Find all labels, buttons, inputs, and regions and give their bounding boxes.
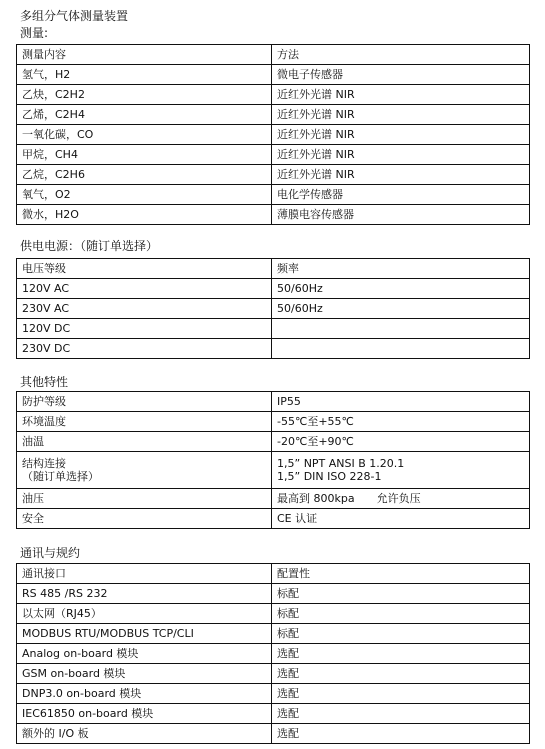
power-row (17, 299, 530, 319)
cell-line: 结构连接 (22, 457, 66, 470)
property-row (17, 452, 530, 489)
property-label-cell (17, 412, 272, 432)
row-label-cell: GSM on-board 模块 (17, 664, 272, 684)
property-row (17, 392, 530, 412)
property-value-cell (272, 509, 530, 529)
row-value-cell: 50/60Hz (272, 279, 530, 299)
comms-row (17, 684, 530, 704)
property-value-cell (272, 452, 530, 489)
cell-line: 最高到 800kpa 允许负压 (277, 492, 421, 505)
row-value-cell: 选配 (272, 704, 530, 724)
row-label-cell: 230V DC (17, 339, 272, 359)
comms-header-row (17, 564, 530, 584)
row-label-cell: 甲烷，CH4 (17, 145, 272, 165)
property-row (17, 509, 530, 529)
comms-table (16, 563, 530, 744)
column-header: 通讯接口 (17, 564, 272, 584)
row-label-cell: 额外的 I/O 板 (17, 724, 272, 744)
row-label-cell: MODBUS RTU/MODBUS TCP/CLI (17, 624, 272, 644)
row-value-cell: 近红外光谱 NIR (272, 85, 530, 105)
power-row (17, 319, 530, 339)
row-label-cell: IEC61850 on-board 模块 (17, 704, 272, 724)
measurement-section-title: 测量: (20, 26, 49, 40)
comms-row (17, 704, 530, 724)
property-value-cell (272, 412, 530, 432)
property-label-cell (17, 509, 272, 529)
measurement-row (17, 65, 530, 85)
row-value-cell: 选配 (272, 664, 530, 684)
measurement-row (17, 165, 530, 185)
properties-section-title: 其他特性 (20, 375, 69, 389)
measurement-row (17, 85, 530, 105)
row-value-cell: 电化学传感器 (272, 185, 530, 205)
row-value-cell: 标配 (272, 624, 530, 644)
row-value-cell: 选配 (272, 724, 530, 744)
power-table (16, 258, 530, 359)
power-row (17, 339, 530, 359)
row-value-cell: 近红外光谱 NIR (272, 125, 530, 145)
cell-line: 环境温度 (22, 415, 66, 428)
row-label-cell: 乙炔，C2H2 (17, 85, 272, 105)
measurement-row (17, 205, 530, 225)
cell-line: CE 认证 (277, 512, 318, 525)
column-header: 配置性 (272, 564, 530, 584)
property-label-cell (17, 392, 272, 412)
properties-table (16, 391, 530, 529)
column-header: 电压等级 (17, 259, 272, 279)
comms-row (17, 644, 530, 664)
document-title: 多组分气体测量装置 (20, 9, 129, 23)
row-label-cell: 120V AC (17, 279, 272, 299)
property-label-cell (17, 432, 272, 452)
measurement-row (17, 145, 530, 165)
power-section-title: 供电电源：（随订单选择） (20, 239, 159, 253)
comms-row (17, 724, 530, 744)
property-row (17, 489, 530, 509)
power-header-row (17, 259, 530, 279)
column-header: 方法 (272, 45, 530, 65)
row-label-cell: 120V DC (17, 319, 272, 339)
comms-section-title: 通讯与规约 (20, 546, 81, 560)
measurement-row (17, 125, 530, 145)
property-value-cell (272, 432, 530, 452)
property-label-cell (17, 452, 272, 489)
column-header: 测量内容 (17, 45, 272, 65)
cell-line: -55℃至+55℃ (277, 415, 354, 428)
row-value-cell: 选配 (272, 644, 530, 664)
cell-line: 1,5” DIN ISO 228-1 (277, 470, 382, 483)
cell-line: （随订单选择） (22, 470, 99, 483)
row-value-cell: 近红外光谱 NIR (272, 105, 530, 125)
row-label-cell: RS 485 /RS 232 (17, 584, 272, 604)
comms-row (17, 604, 530, 624)
column-header: 频率 (272, 259, 530, 279)
property-value-cell (272, 392, 530, 412)
row-value-cell (272, 339, 530, 359)
cell-line: 油温 (22, 435, 44, 448)
measurement-table (16, 44, 530, 225)
comms-row (17, 584, 530, 604)
measurement-row (17, 185, 530, 205)
property-row (17, 432, 530, 452)
row-label-cell: 以太网（RJ45） (17, 604, 272, 624)
row-value-cell: 选配 (272, 684, 530, 704)
power-row (17, 279, 530, 299)
cell-line: IP55 (277, 395, 301, 408)
row-value-cell: 近红外光谱 NIR (272, 145, 530, 165)
cell-line: -20℃至+90℃ (277, 435, 354, 448)
measurement-header-row (17, 45, 530, 65)
row-label-cell: 氧气，O2 (17, 185, 272, 205)
row-label-cell: 氢气，H2 (17, 65, 272, 85)
row-value-cell: 标配 (272, 584, 530, 604)
row-label-cell: DNP3.0 on-board 模块 (17, 684, 272, 704)
row-label-cell: 一氧化碳，CO (17, 125, 272, 145)
comms-row (17, 624, 530, 644)
row-value-cell: 50/60Hz (272, 299, 530, 319)
row-label-cell: Analog on-board 模块 (17, 644, 272, 664)
row-label-cell: 乙烷，C2H6 (17, 165, 272, 185)
row-value-cell (272, 319, 530, 339)
row-label-cell: 乙烯，C2H4 (17, 105, 272, 125)
cell-line: 油压 (22, 492, 44, 505)
row-value-cell: 微电子传感器 (272, 65, 530, 85)
row-label-cell: 微水，H2O (17, 205, 272, 225)
cell-line: 防护等级 (22, 395, 66, 408)
row-value-cell: 近红外光谱 NIR (272, 165, 530, 185)
row-value-cell: 标配 (272, 604, 530, 624)
property-label-cell (17, 489, 272, 509)
cell-line: 安全 (22, 512, 44, 525)
row-label-cell: 230V AC (17, 299, 272, 319)
property-row (17, 412, 530, 432)
cell-line: 1,5” NPT ANSI B 1.20.1 (277, 457, 405, 470)
property-value-cell (272, 489, 530, 509)
measurement-row (17, 105, 530, 125)
comms-row (17, 664, 530, 684)
row-value-cell: 薄膜电容传感器 (272, 205, 530, 225)
